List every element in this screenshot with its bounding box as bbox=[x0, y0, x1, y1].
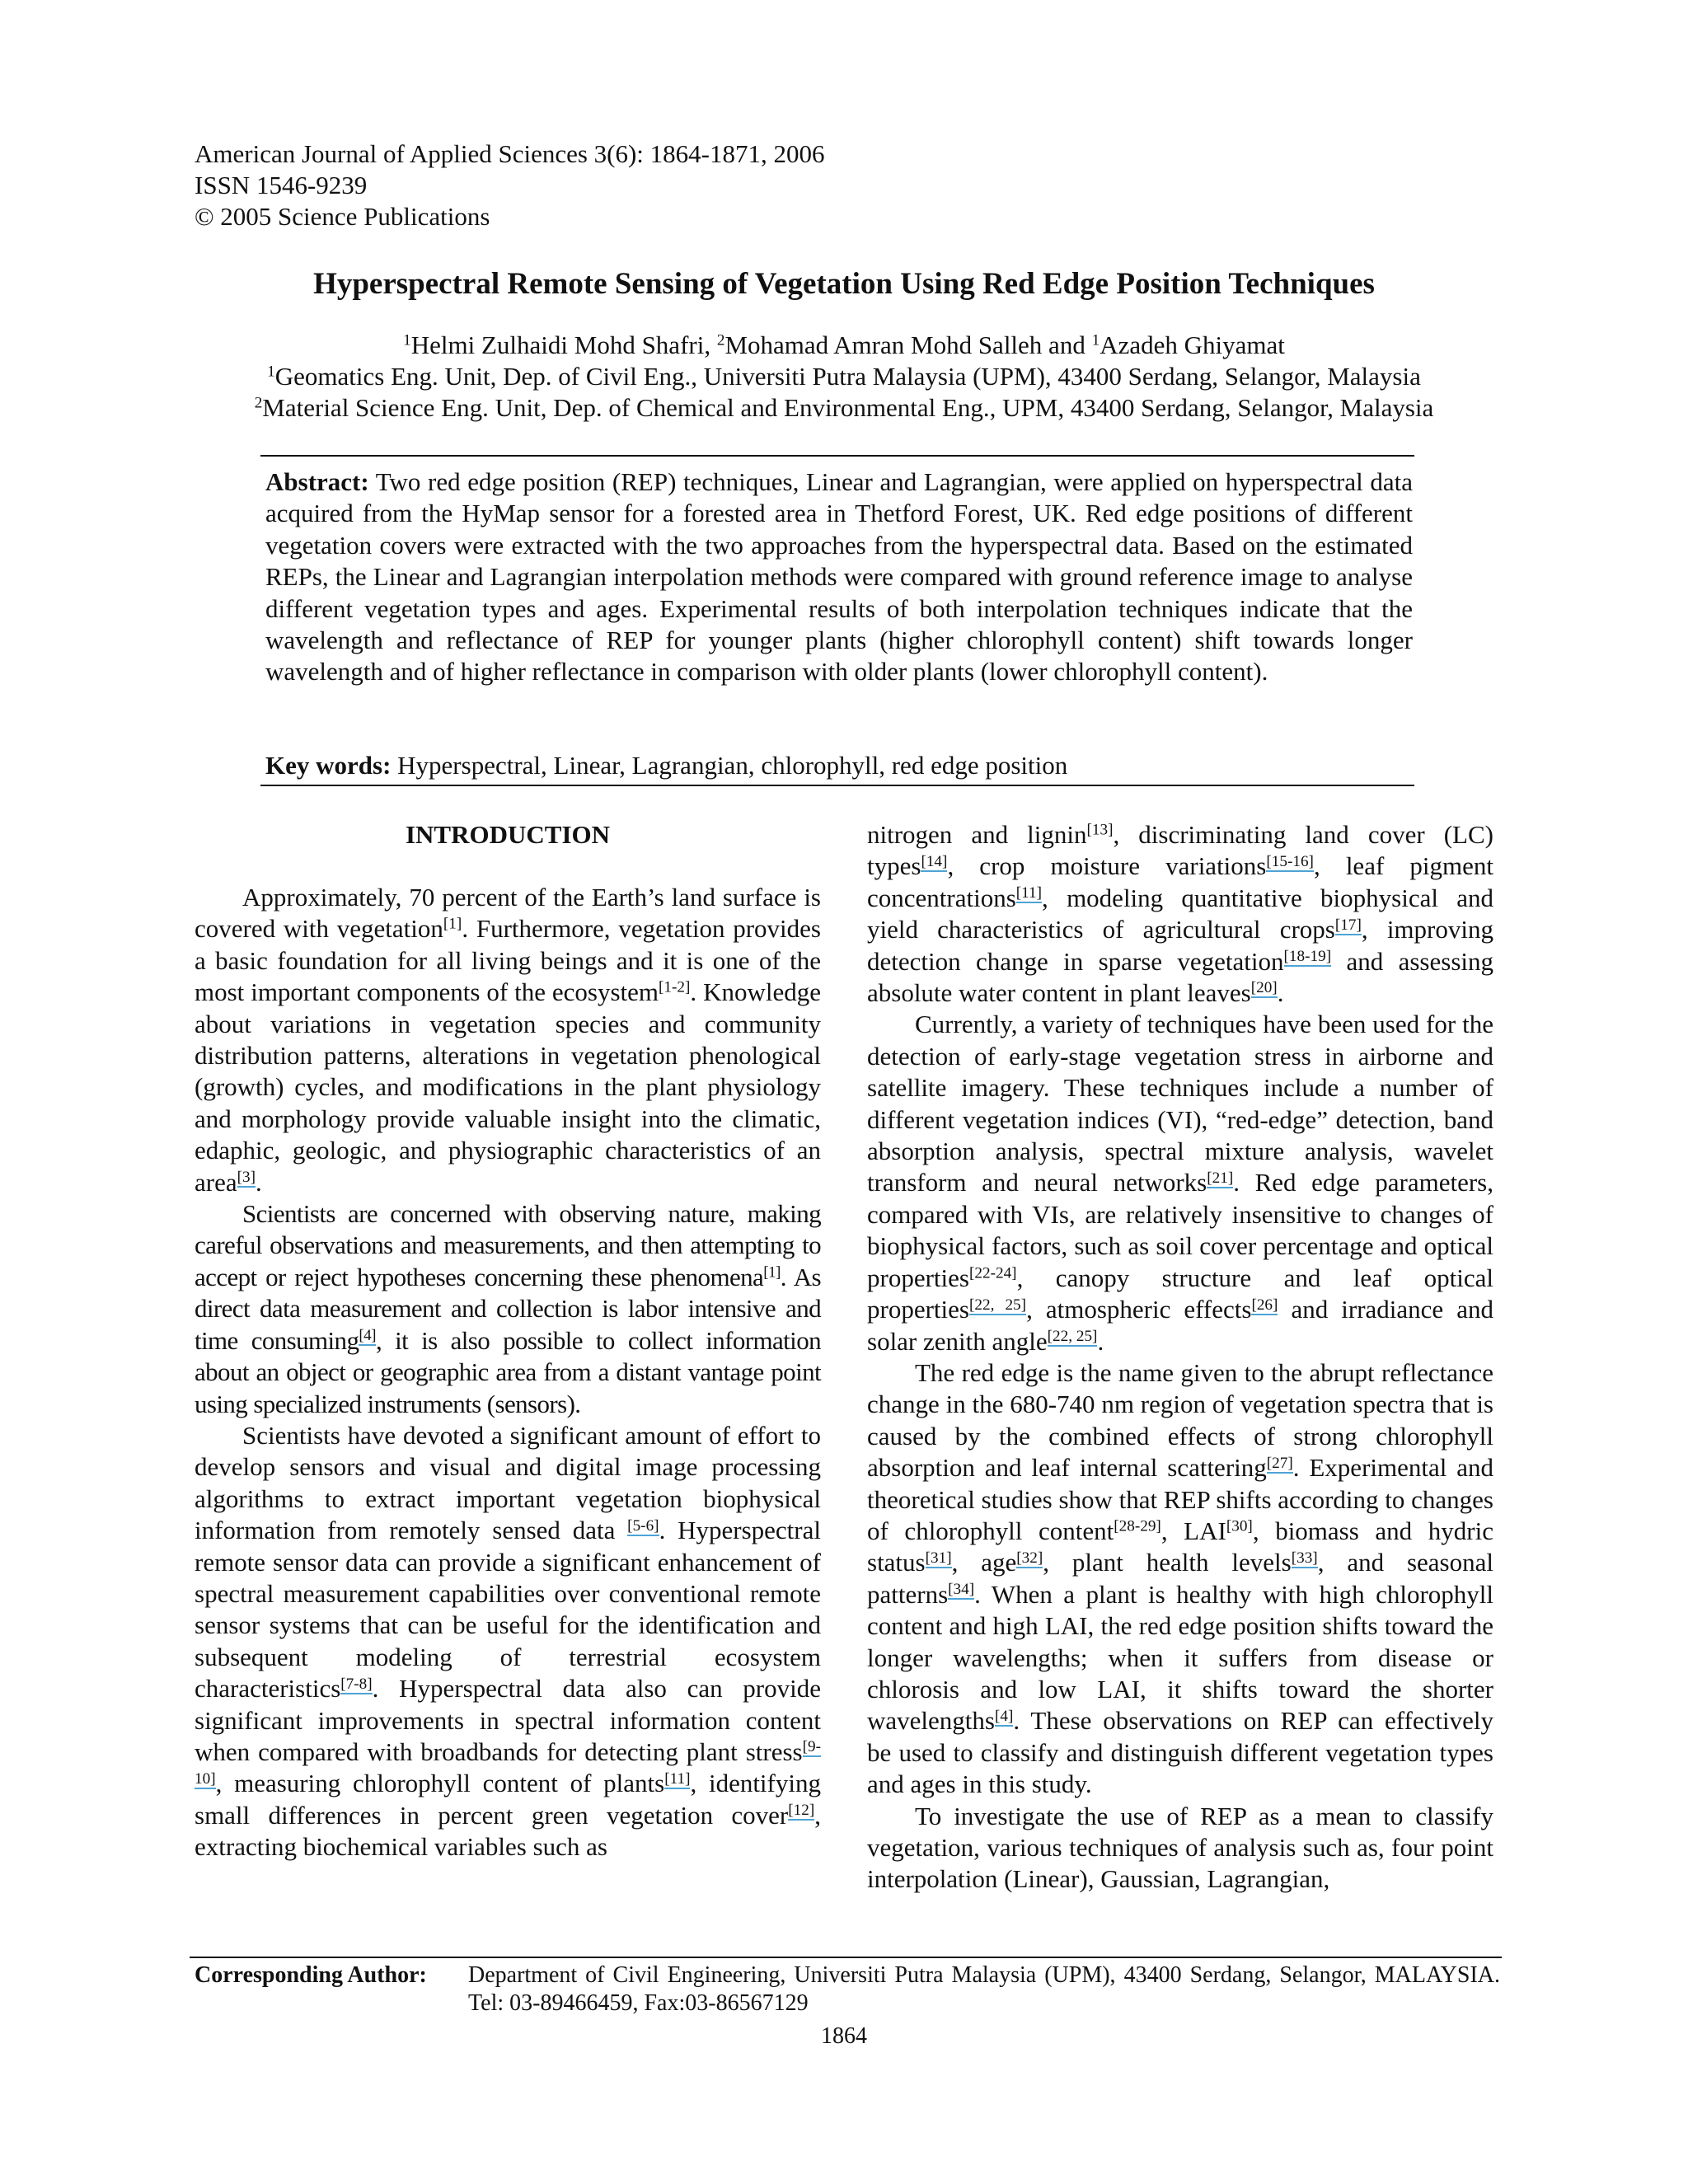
affiliation-mark: 1 bbox=[267, 363, 275, 381]
body-text: , extracting biochemical variables such as bbox=[195, 1800, 821, 1862]
citation: [30] bbox=[1226, 1517, 1253, 1535]
body-text: Approximately, 70 percent of the Earth’s land surface is covered with vegetation bbox=[195, 883, 821, 944]
author-affiliation-mark: 1 bbox=[1091, 331, 1100, 349]
citation-link[interactable]: [34] bbox=[948, 1581, 975, 1599]
citation-link[interactable]: [9-10] bbox=[195, 1738, 821, 1788]
author-block bbox=[0, 330, 1688, 424]
citation-link[interactable]: [3] bbox=[237, 1169, 256, 1187]
citation-link[interactable]: [14] bbox=[921, 852, 948, 870]
affiliation-text: Geomatics Eng. Unit, Dep. of Civil Eng., Universiti Putra Malaysia (UPM), 43400 Serdang, Selangor, Malaysia bbox=[274, 362, 1421, 391]
body-text: . bbox=[256, 1167, 262, 1197]
abstract bbox=[265, 466, 1413, 688]
body-text: , leaf pigment concentrations bbox=[867, 851, 1493, 912]
body-text: , identifying small differences in percent green vegetation cover bbox=[195, 1769, 821, 1830]
body-text: , it is also possible to collect information about an object or geographic area from a distant vantage point using specialized instruments (sensors). bbox=[195, 1325, 821, 1418]
paper-title: Hyperspectral Remote Sensing of Vegetation Using Red Edge Position Techniques bbox=[313, 267, 1375, 301]
corresponding-author-label: Corresponding Author: bbox=[195, 1962, 427, 1988]
citation-link[interactable]: [20] bbox=[1250, 979, 1278, 997]
body-text: . Knowledge about variations in vegetation species and community distribution patterns, alterations in vegetation phenological (growth) cycles, and modifications in the plant physiology and morphology provide valuable insight into the climatic, edaphic, geologic, and physiographic characteristics of an area bbox=[195, 977, 821, 1197]
body-text: , measuring chlorophyll content of plants bbox=[215, 1769, 665, 1798]
citation-link[interactable]: [11] bbox=[664, 1769, 691, 1788]
citation-link[interactable]: [33] bbox=[1291, 1549, 1318, 1567]
issn: ISSN 1546-9239 bbox=[195, 171, 368, 199]
citation-link[interactable]: [11] bbox=[1015, 884, 1043, 902]
paragraph bbox=[867, 1357, 1493, 1801]
citation: [1-2] bbox=[659, 978, 691, 996]
corresponding-author-text: Department of Civil Engineering, Universiti Putra Malaysia (UPM), 43400 Serdang, Selangor, MALAYSIA. Tel: 03-89466459, Fax:03-86567129 bbox=[468, 1962, 1500, 2016]
body-text: and irradiance and solar zenith angle bbox=[867, 1295, 1493, 1356]
body-text: , biomass and hydric status bbox=[867, 1516, 1493, 1577]
citation-link[interactable]: [22, 25] bbox=[1047, 1327, 1098, 1345]
keywords bbox=[265, 750, 1067, 781]
citation-link[interactable]: [4] bbox=[994, 1707, 1014, 1725]
author-name: Mohamad Amran Mohd Salleh and bbox=[724, 330, 1092, 359]
body-text: Currently, a variety of techniques have been used for the detection of early-stage vegetation stress in airborne and satellite imagery. These techniques include a number of different vegetation indices (VI), “red-edge” detection, band absorption analysis, spectral mixture analysis, wavelet transform and neural networks bbox=[867, 1010, 1493, 1197]
citation-link[interactable]: [31] bbox=[925, 1549, 952, 1567]
body-text: , canopy structure and leaf optical properties bbox=[867, 1263, 1493, 1324]
paragraph bbox=[867, 1009, 1493, 1357]
citation-link[interactable]: [22, 25] bbox=[968, 1296, 1027, 1314]
body-text: Scientists are concerned with observing nature, making careful observations and measurements, and then attempting to accept or reject hypotheses concerning these phenomena bbox=[195, 1199, 821, 1291]
right-column bbox=[867, 819, 1493, 1896]
keywords-text: Hyperspectral, Linear, Lagrangian, chlorophyll, red edge position bbox=[391, 751, 1068, 780]
affiliation-1 bbox=[0, 361, 1688, 392]
citation-link[interactable]: [4] bbox=[359, 1327, 376, 1345]
journal-header bbox=[195, 138, 825, 232]
citation-link[interactable]: [18-19] bbox=[1283, 948, 1332, 966]
body-text: . Furthermore, vegetation provides a basic foundation for all living beings and it is one of the most important components of the ecosystem bbox=[195, 914, 821, 1007]
section-heading-introduction: INTRODUCTION bbox=[405, 820, 611, 849]
paragraph bbox=[867, 1801, 1493, 1896]
body-text: . Experimental and theoretical studies show that REP shifts according to changes of chlorophyll content bbox=[867, 1453, 1493, 1545]
citation-link[interactable]: [7-8] bbox=[340, 1675, 373, 1693]
citation: [1] bbox=[763, 1263, 781, 1282]
citation-link[interactable]: [17] bbox=[1334, 916, 1362, 934]
body-text: . Red edge parameters, compared with VIs, are relatively insensitive to changes of biophysical factors, such as soil cover percentage and optical properties bbox=[867, 1168, 1493, 1292]
body-text: , modeling quantitative biophysical and yield characteristics of agricultural crops bbox=[867, 883, 1493, 944]
body-text: The red edge is the name given to the abrupt reflectance change in the 680-740 nm region of vegetation spectra that is caused by the combined effects of strong chlorophyll absorption and leaf internal scattering bbox=[867, 1357, 1493, 1483]
citation: [28-29] bbox=[1114, 1517, 1161, 1535]
body-text: . As direct data measurement and collection is labor intensive and time consuming bbox=[195, 1262, 821, 1355]
body-text: and assessing absolute water content in plant leaves bbox=[867, 946, 1493, 1008]
keywords-label: Key words: bbox=[265, 751, 392, 780]
abstract-label: Abstract: bbox=[265, 467, 369, 496]
paragraph bbox=[195, 1198, 821, 1420]
citation: [22-24] bbox=[968, 1264, 1017, 1282]
body-text: Scientists have devoted a significant amount of effort to develop sensors and visual and digital image processing algorithms to extract important vegetation biophysical information from remotely sensed data bbox=[195, 1420, 821, 1545]
author-name: Azadeh Ghiyamat bbox=[1100, 330, 1285, 359]
body-text: . When a plant is healthy with high chlorophyll content and high LAI, the red edge position shifts toward the longer wavelengths; when it suffers from disease or chlorosis and low LAI, it shifts toward the shorter wavelengths bbox=[867, 1579, 1493, 1736]
body-text: . bbox=[1097, 1326, 1104, 1356]
body-text: nitrogen and lignin bbox=[867, 820, 1087, 849]
body-text: . These observations on REP can effectively be used to classify and distinguish different vegetation types and ages in this study. bbox=[867, 1706, 1493, 1799]
footer-rule bbox=[190, 1957, 1502, 1958]
citation-link[interactable]: [21] bbox=[1207, 1169, 1234, 1187]
affiliation-2 bbox=[0, 392, 1688, 424]
abstract-top-rule bbox=[260, 455, 1414, 457]
citation-link[interactable]: [26] bbox=[1251, 1296, 1278, 1314]
paragraph bbox=[195, 882, 821, 1198]
copyright: © 2005 Science Publications bbox=[195, 202, 490, 231]
affiliation-mark: 2 bbox=[254, 394, 263, 412]
body-text: . Hyperspectral data also can provide significant improvements in spectral information content when compared with broadbands for detecting plant stress bbox=[195, 1674, 821, 1766]
page-number: 1864 bbox=[821, 2023, 867, 2049]
citation-link[interactable]: [12] bbox=[788, 1802, 815, 1820]
body-text: , crop moisture variations bbox=[947, 851, 1267, 881]
paragraph bbox=[195, 1420, 821, 1863]
author-affiliation-mark: 2 bbox=[716, 331, 725, 349]
body-text: , plant health levels bbox=[1043, 1548, 1292, 1577]
citation: [1] bbox=[443, 915, 462, 933]
body-text: . bbox=[1277, 978, 1284, 1008]
abstract-bottom-rule bbox=[260, 785, 1414, 786]
author-affiliation-mark: 1 bbox=[403, 331, 411, 349]
citation-link[interactable]: [15-16] bbox=[1266, 852, 1314, 870]
journal-citation: American Journal of Applied Sciences 3(6): 1864-1871, 2006 bbox=[195, 139, 825, 168]
citation-link[interactable]: [27] bbox=[1266, 1454, 1293, 1472]
abstract-text: Two red edge position (REP) techniques, Linear and Lagrangian, were applied on hyperspectral data acquired from the HyMap sensor for a forested area in Thetford Forest, UK. Red edge positions of different vegetation covers were extracted with the two approaches from the hyperspectral data. Based on the estimated REPs, the Linear and Lagrangian interpolation methods were compared with ground reference image to analyse different vegetation types and ages. Experimental results of both interpolation techniques indicate that the wavelength and reflectance of REP for younger plants (higher chlorophyll content) shift towards longer wavelength and of higher reflectance in comparison with older plants (lower chlorophyll content). bbox=[265, 467, 1413, 687]
paragraph bbox=[867, 819, 1493, 1009]
citation-link[interactable]: [5-6] bbox=[627, 1516, 659, 1535]
body-text: , improving detection change in sparse vegetation bbox=[867, 915, 1493, 976]
body-text: , atmospheric effects bbox=[1026, 1295, 1252, 1324]
left-column bbox=[195, 819, 821, 1863]
body-text: , discriminating land cover (LC) types bbox=[867, 820, 1493, 881]
citation-link[interactable]: [32] bbox=[1016, 1549, 1043, 1567]
citation: [13] bbox=[1086, 821, 1114, 839]
body-text: . Hyperspectral remote sensor data can provide a significant enhancement of spectral measurement capabilities over conventional remote sensor systems that can be useful for the identification and subsequent modeling of terrestrial ecosystem characteristics bbox=[195, 1516, 821, 1704]
author-line bbox=[0, 330, 1688, 361]
body-text: , age bbox=[951, 1548, 1017, 1577]
body-text: , and seasonal patterns bbox=[867, 1548, 1493, 1609]
body-text: , LAI bbox=[1160, 1516, 1226, 1545]
affiliation-text: Material Science Eng. Unit, Dep. of Chemical and Environmental Eng., UPM, 43400 Serdang, Selangor, Malaysia bbox=[262, 393, 1434, 422]
author-name: Helmi Zulhaidi Mohd Shafri, bbox=[410, 330, 717, 359]
body-text: To investigate the use of REP as a mean to classify vegetation, various techniques of analysis such as, four point interpolation (Linear), Gaussian, Lagrangian, bbox=[867, 1801, 1493, 1894]
